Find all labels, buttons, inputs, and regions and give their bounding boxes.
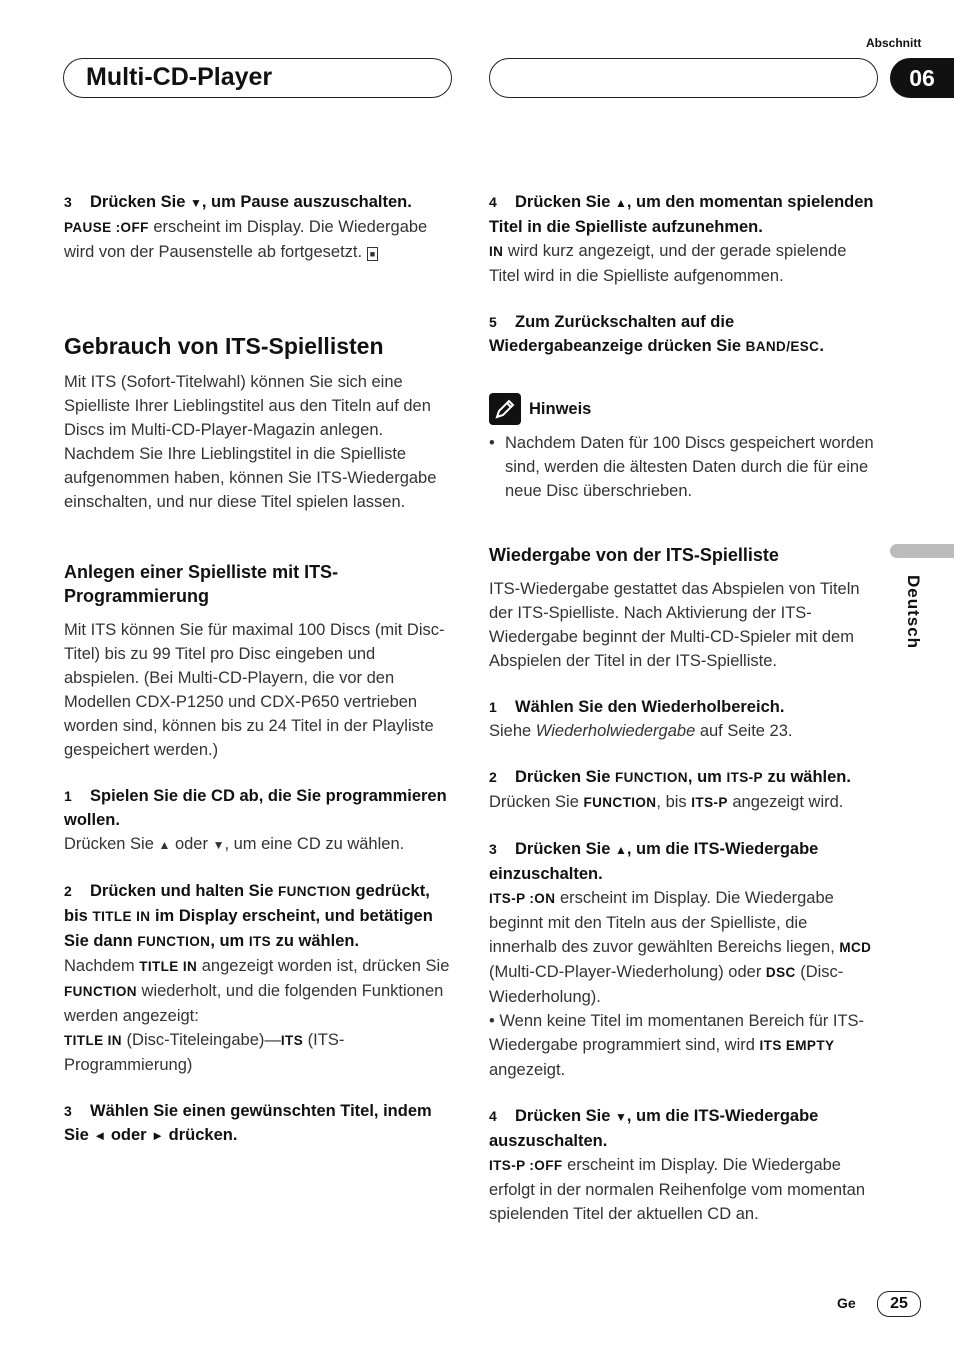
section-tag: Abschnitt <box>866 36 922 50</box>
up-arrow-icon: ▲ <box>614 843 627 857</box>
right-arrow-icon: ► <box>151 1128 165 1143</box>
page-number: 25 <box>877 1291 921 1317</box>
title-frame <box>63 58 452 98</box>
up-arrow-icon: ▲ <box>158 838 171 852</box>
down-arrow-icon: ▼ <box>614 1110 627 1124</box>
up-arrow-icon: ▲ <box>614 196 627 210</box>
stop-square-icon: ■ <box>367 247 378 261</box>
step-3-pause-heading: 3 Drücken Sie ▼, um Pause auszuschalten. <box>64 193 412 211</box>
hint-item: • Nachdem Daten für 100 Discs gespeichert worden sind, werden die ältesten Daten durch die für eine neue Disc überschrieben. <box>489 434 874 500</box>
hint-label: Hinweis <box>529 400 592 418</box>
page-title: Multi-CD-Player <box>86 63 273 91</box>
step-5-heading: 5 Zum Zurückschalten auf die Wiedergabeanzeige drücken Sie BAND/ESC. <box>489 313 824 355</box>
down-arrow-icon: ▼ <box>189 196 202 210</box>
down-arrow-icon: ▼ <box>212 838 225 852</box>
playback-step-3-body: ITS-P :ON erscheint im Display. Die Wiedergabe beginnt mit den Titeln aus der Spielliste, die innerhalb des zuvor gewählten Bereichs liegen, MCD (Multi-CD-Player-Wiederholung) oder DSC (Disc-Wiederholung). • Wenn keine Titel im momentanen Bereich für ITS-Wiedergabe programmiert sind, wird ITS EMPTY angezeigt. <box>489 889 872 1079</box>
step-4-add-heading: 4 Drücken Sie ▲, um den momentan spielenden Titel in die Spielliste aufzunehmen. <box>489 193 874 236</box>
playback-step-2-body: Drücken Sie FUNCTION, bis ITS-P angezeigt wird. <box>489 793 844 811</box>
header-blank-frame <box>489 58 878 98</box>
step-4-add-body: IN wird kurz angezeigt, und der gerade spielende Titel wird in die Spielliste aufgenommen. <box>489 242 847 285</box>
playback-step-4-body: ITS-P :OFF erscheint im Display. Die Wiedergabe erfolgt in der normalen Reihenfolge vom momentan spielenden Titel der aktuellen CD an. <box>489 1156 866 1223</box>
its-playback-body: ITS-Wiedergabe gestattet das Abspielen von Titeln der ITS-Spielliste. Nach Aktivierung der ITS-Wiedergabe beginnt der Multi-CD-Spieler mit dem Abspielen der Titel in der ITS-Spielliste. <box>489 580 860 670</box>
its-programming-body: Mit ITS können Sie für maximal 100 Discs (mit Disc-Titel) bis zu 99 Titel pro Disc eingeben und abspielen. (Bei Multi-CD-Playern, die vor den Modellen CDX-P1250 und CDX-P650 vertrieben worden sind, können bis zu 24 Titel in der Playliste gespeichert werden.) <box>64 621 445 759</box>
left-column <box>64 190 454 1148</box>
section-heading-its: Gebrauch von ITS-Spiellisten <box>64 333 384 359</box>
subheading-its-programming: Anlegen einer Spielliste mit ITS-Programmierung <box>64 562 339 606</box>
step-1-body: Drücken Sie ▲ oder ▼, um eine CD zu wählen. <box>64 835 405 853</box>
playback-step-2-heading: 2 Drücken Sie FUNCTION, um ITS-P zu wählen. <box>489 768 851 786</box>
step-3-select-heading: 3 Wählen Sie einen gewünschten Titel, indem Sie ◄ oder ► drücken. <box>64 1102 432 1144</box>
playback-step-4-heading: 4 Drücken Sie ▼, um die ITS-Wiedergabe auszuschalten. <box>489 1107 819 1150</box>
its-intro: Mit ITS (Sofort-Titelwahl) können Sie sich eine Spielliste Ihrer Lieblingstitel aus den Titeln auf den Discs im Multi-CD-Player-Magazin anlegen. Nachdem Sie Ihre Lieblingstitel in die Spielliste aufgenommen haben, können Sie ITS-Wiedergabe einschalten, und nur diese Titel spielen lassen. <box>64 373 437 511</box>
chapter-badge: 06 <box>890 58 954 98</box>
playback-step-1-heading: 1 Wählen Sie den Wiederholbereich. <box>489 698 785 716</box>
subheading-its-playback: Wiedergabe von der ITS-Spielliste <box>489 545 779 565</box>
note-pencil-icon <box>489 393 521 425</box>
language-tab <box>890 544 954 558</box>
hint-header <box>489 393 879 425</box>
right-column <box>489 190 879 1226</box>
step-2-heading: 2 Drücken und halten Sie FUNCTION gedrückt, bis TITLE IN im Display erscheint, und betätigen Sie dann FUNCTION, um ITS zu wählen. <box>64 882 433 950</box>
language-label: Deutsch <box>904 575 923 650</box>
playback-step-1-body: Siehe Wiederholwiedergabe auf Seite 23. <box>489 722 793 740</box>
language-code: Ge <box>837 1295 856 1311</box>
step-2-body: Nachdem TITLE IN angezeigt worden ist, drücken Sie FUNCTION wiederholt, und die folgenden Funktionen werden angezeigt: TITLE IN (Disc-Titeleingabe)—ITS (ITS-Programmierung) <box>64 957 450 1074</box>
left-arrow-icon: ◄ <box>93 1128 107 1143</box>
playback-step-3-heading: 3 Drücken Sie ▲, um die ITS-Wiedergabe einzuschalten. <box>489 840 819 883</box>
step-1-heading: 1 Spielen Sie die CD ab, die Sie programmieren wollen. <box>64 787 447 829</box>
step-3-pause-body: PAUSE :OFF erscheint im Display. Die Wiedergabe wird von der Pausenstelle ab fortgesetzt. ■ <box>64 218 428 261</box>
